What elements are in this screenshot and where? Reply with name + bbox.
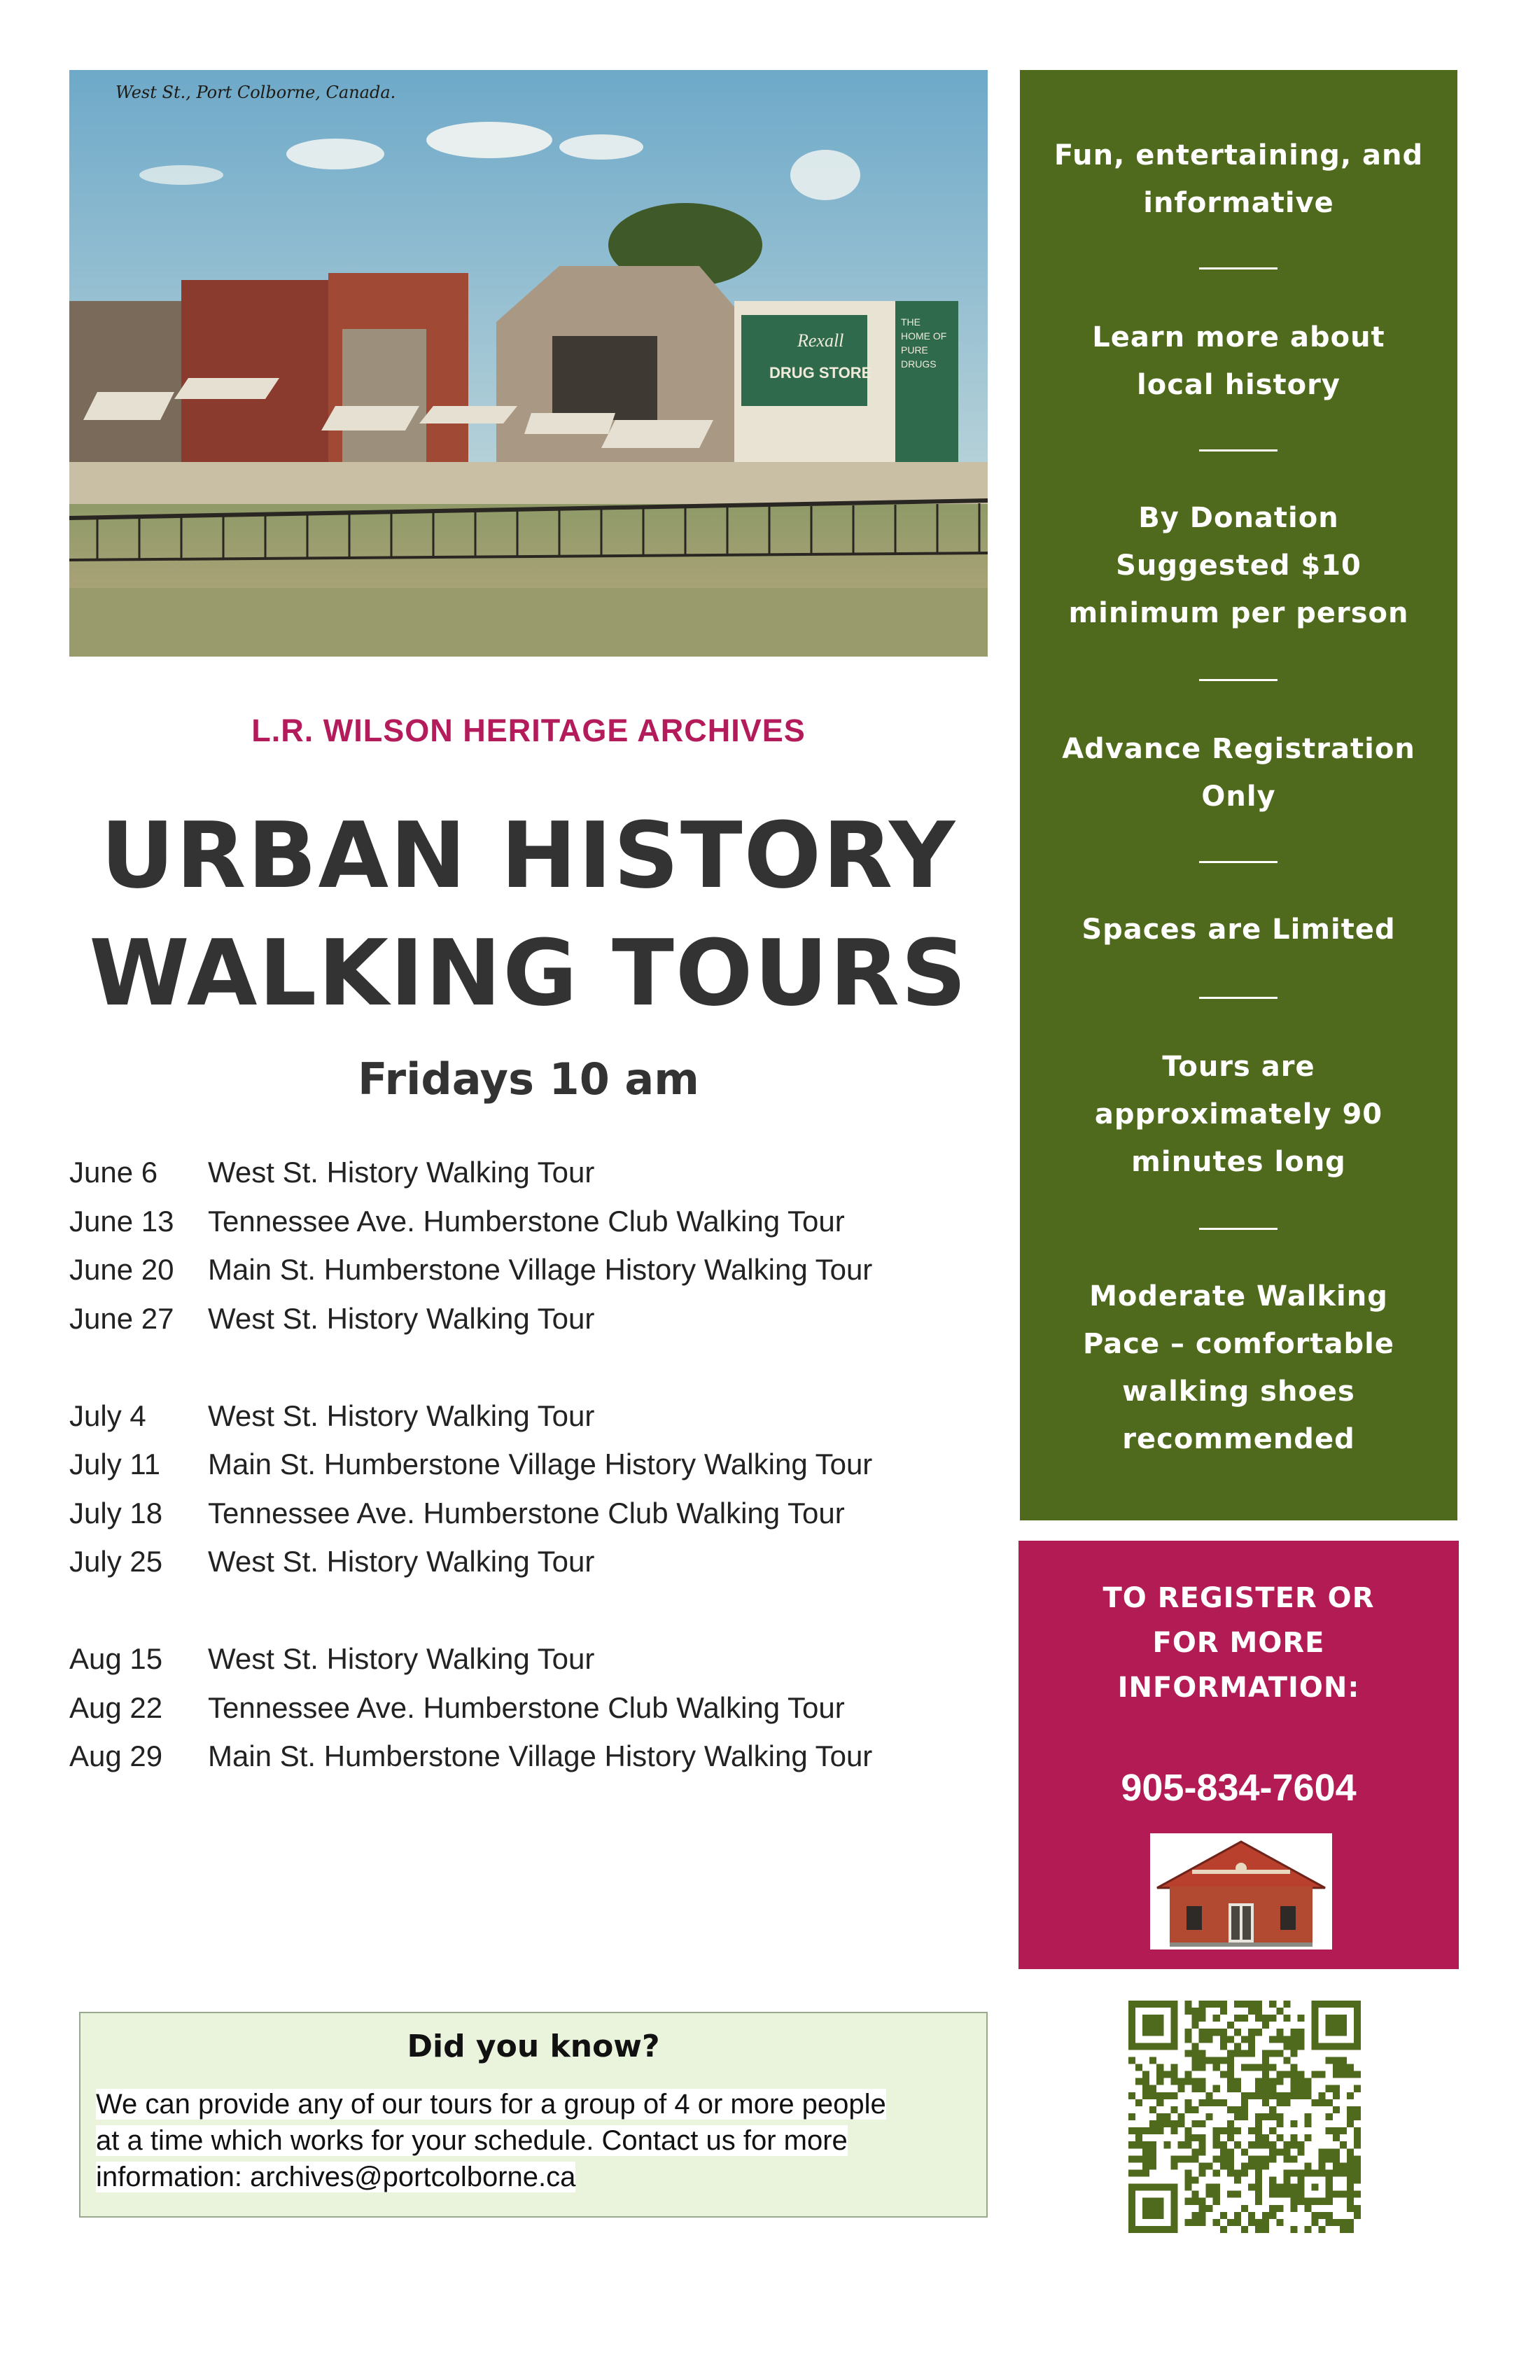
feature-history bbox=[1020, 314, 1457, 409]
feature-line: informative bbox=[1143, 187, 1334, 219]
schedule-row bbox=[69, 1689, 993, 1738]
divider bbox=[1199, 679, 1278, 681]
page-title bbox=[69, 797, 988, 1032]
svg-text:PURE: PURE bbox=[901, 344, 928, 356]
schedule-row bbox=[69, 1640, 993, 1689]
did-you-know-line[interactable]: information: archives@portcolborne.ca bbox=[96, 2162, 576, 2192]
feature-line: Moderate Walking bbox=[1089, 1280, 1388, 1312]
historic-postcard-photo bbox=[69, 70, 988, 657]
did-you-know-line: We can provide any of our tours for a group of 4 or more people bbox=[96, 2089, 886, 2120]
feature-line: minutes long bbox=[1131, 1146, 1346, 1178]
tour-name: Main St. Humberstone Village History Walking Tour bbox=[208, 1740, 873, 1772]
schedule-row bbox=[69, 1300, 993, 1349]
contact-panel bbox=[1018, 1541, 1459, 1969]
did-you-know-box bbox=[79, 2012, 988, 2218]
divider bbox=[1199, 449, 1278, 451]
register-line: FOR MORE bbox=[1152, 1627, 1325, 1659]
schedule-row bbox=[69, 1737, 993, 1786]
tour-date: June 27 bbox=[69, 1301, 174, 1335]
svg-text:Rexall: Rexall bbox=[797, 330, 844, 351]
tour-name: Main St. Humberstone Village History Walking Tour bbox=[208, 1448, 873, 1480]
tour-date: Aug 15 bbox=[69, 1642, 163, 1675]
tour-date: July 11 bbox=[69, 1448, 160, 1480]
photo-caption: West St., Port Colborne, Canada. bbox=[115, 83, 396, 102]
tour-date: July 18 bbox=[69, 1496, 163, 1530]
schedule-row bbox=[69, 1494, 993, 1544]
tour-name: Tennessee Ave. Humberstone Club Walking Tour bbox=[208, 1204, 845, 1238]
schedule-row bbox=[69, 1203, 993, 1252]
register-line: TO REGISTER OR bbox=[1102, 1582, 1375, 1614]
divider bbox=[1199, 997, 1278, 999]
features-panel bbox=[1020, 70, 1457, 1520]
feature-line: approximately 90 bbox=[1094, 1098, 1383, 1130]
tour-date: July 4 bbox=[69, 1399, 146, 1432]
feature-line: Pace – comfortable bbox=[1083, 1328, 1394, 1360]
feature-line: walking shoes bbox=[1122, 1376, 1355, 1408]
schedule-row bbox=[69, 1251, 993, 1300]
tour-time: Fridays 10 am bbox=[358, 1054, 699, 1105]
schedule-row bbox=[69, 1446, 993, 1494]
divider bbox=[1199, 1228, 1278, 1230]
tour-schedule bbox=[69, 1154, 993, 1786]
feature-line: Only bbox=[1201, 780, 1276, 813]
did-you-know-title: Did you know? bbox=[407, 2029, 660, 2064]
feature-fun bbox=[1020, 132, 1457, 227]
feature-donation bbox=[1020, 494, 1457, 637]
feature-line: Tours are bbox=[1162, 1051, 1315, 1083]
feature-line: recommended bbox=[1122, 1423, 1355, 1455]
tour-name: West St. History Walking Tour bbox=[208, 1156, 595, 1189]
feature-registration bbox=[1020, 725, 1457, 820]
svg-text:THE: THE bbox=[901, 316, 920, 328]
feature-pace bbox=[1020, 1273, 1457, 1463]
feature-line: Fun, entertaining, and bbox=[1054, 139, 1424, 172]
title-line: URBAN HISTORY bbox=[100, 802, 957, 909]
divider bbox=[1199, 267, 1278, 270]
feature-line: By Donation bbox=[1138, 502, 1339, 534]
tour-date: Aug 22 bbox=[69, 1690, 163, 1724]
organization-name: L.R. WILSON HERITAGE ARCHIVES bbox=[251, 713, 806, 748]
register-line: INFORMATION: bbox=[1117, 1672, 1360, 1704]
tour-date: Aug 29 bbox=[69, 1740, 163, 1772]
svg-text:HOME OF: HOME OF bbox=[901, 330, 947, 342]
feature-line: local history bbox=[1137, 369, 1340, 401]
register-heading bbox=[1018, 1576, 1459, 1710]
schedule-row bbox=[69, 1154, 993, 1203]
did-you-know-line: at a time which works for your schedule. Contact us for more bbox=[96, 2125, 848, 2156]
schedule-row bbox=[69, 1397, 993, 1446]
tour-date: July 25 bbox=[69, 1545, 163, 1578]
tour-name: Main St. Humberstone Village History Walking Tour bbox=[208, 1253, 873, 1286]
tour-name: West St. History Walking Tour bbox=[208, 1399, 595, 1432]
feature-duration bbox=[1020, 1043, 1457, 1186]
svg-text:DRUGS: DRUGS bbox=[901, 358, 937, 370]
feature-line: minimum per person bbox=[1068, 597, 1409, 629]
schedule-row bbox=[69, 1543, 993, 1592]
qr-code[interactable] bbox=[1128, 2001, 1361, 2233]
feature-line: Spaces are Limited bbox=[1082, 913, 1396, 946]
tour-name: West St. History Walking Tour bbox=[208, 1545, 595, 1578]
svg-text:DRUG STORE: DRUG STORE bbox=[769, 364, 872, 382]
did-you-know-body bbox=[96, 2086, 971, 2195]
tour-name: Tennessee Ave. Humberstone Club Walking Tour bbox=[208, 1496, 845, 1530]
tour-date: June 13 bbox=[69, 1204, 174, 1238]
divider bbox=[1199, 861, 1278, 863]
archives-building-image bbox=[1150, 1833, 1332, 1949]
feature-line: Suggested $10 bbox=[1116, 550, 1362, 582]
tour-name: West St. History Walking Tour bbox=[208, 1301, 595, 1335]
title-line: WALKING TOURS bbox=[89, 920, 968, 1026]
phone-number[interactable]: 905-834-7604 bbox=[1121, 1767, 1357, 1809]
feature-spaces bbox=[1020, 906, 1457, 953]
feature-line: Learn more about bbox=[1092, 321, 1385, 354]
feature-line: Advance Registration bbox=[1062, 733, 1415, 765]
tour-name: West St. History Walking Tour bbox=[208, 1642, 595, 1675]
tour-date: June 6 bbox=[69, 1156, 158, 1189]
tour-name: Tennessee Ave. Humberstone Club Walking Tour bbox=[208, 1690, 845, 1724]
tour-date: June 20 bbox=[69, 1253, 174, 1286]
